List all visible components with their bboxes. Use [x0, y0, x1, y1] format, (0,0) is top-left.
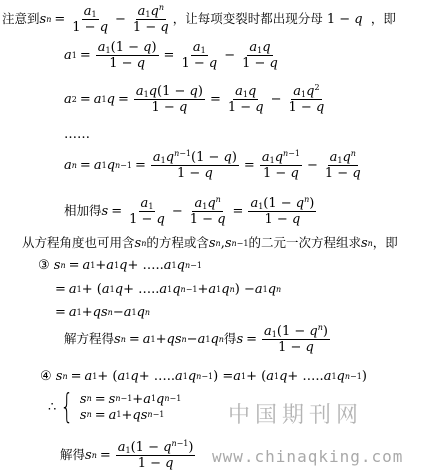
intro-tail: ，即 — [370, 11, 396, 27]
fraction: $\frac{a_1q^n}{1 - q}$ — [132, 3, 169, 35]
circled-3-marker: ③ — [38, 258, 50, 273]
intro-prefix: 注意到 — [2, 11, 40, 27]
method3-line2: = a 1 + ( a 1 q + ….. a 1 q n−1 + a 1 q n ) − a 1 q n — [55, 282, 282, 297]
equation-a1: a 1 = $\frac{a_1(1 - q)}{1 - q}$ = $\frac{a_1}{1 - q}$ − $\frac{a_1q}{1 - q}$ — [64, 40, 278, 71]
method4-line1: ④ s n = a 1 + ( a 1 q + ….. a 1 q n−1 ) = a 1 + ( a 1 q + ….. a 1 q n−1 ) — [40, 369, 367, 384]
watermark-chinese: 中国期刊网 — [228, 403, 364, 428]
method3-line3: = a 1 + qs n − a 1 q n — [55, 305, 151, 320]
watermark-url: www.chinaqking.com — [212, 447, 404, 466]
method3-line1: ③ s n = a 1 + a 1 q + ….. a 1 q n−1 — [38, 258, 202, 273]
intro-suffix: ，让每项变裂时都出现分母 — [172, 11, 323, 27]
equation-a2: a 2 = a 1 q = $\frac{a_1q(1 - q)}{1 - q}$ = $\frac{a_1q}{1 - q}$ − $\frac{a_1q^2}{1 - q}$ — [64, 83, 325, 115]
final-result: 解得 s n = $\frac{a_1(1 - q^{n-1})}{1 - q}$ — [60, 439, 194, 471]
method3-solve: 解方程得 s n = a 1 + qs n − a 1 q n 得 s = $\frac{a_1(1 - q^n)}{1 - q}$ — [64, 323, 328, 355]
sum-prefix: 相加得 — [64, 203, 102, 219]
circled-4-marker: ④ — [40, 369, 52, 384]
left-brace: { — [60, 387, 74, 427]
ellipsis: …… — [64, 127, 90, 142]
equation-sum: 相加得 s = $\frac{a_1}{1 - q}$ − $\frac{a_1q^n}{1 - q}$ = $\frac{a_1(1 - q^n)}{1 - q}$ — [64, 195, 315, 227]
equation-system: ∴ { s n = s n−1 + a 1 q n−1 s n = a 1 + qs n−1 — [48, 387, 182, 427]
therefore-symbol: ∴ — [48, 399, 57, 415]
intro-line: 注意到 s n = $\frac{a_1}{1 - q}$ − $\frac{a_1q^n}{1 - q}$ ，让每项变裂时都出现分母 1 − q ，即 — [2, 3, 396, 35]
fraction: $\frac{a_1}{1 - q}$ — [72, 4, 109, 35]
method-line: 从方程角度也可用含 s n 的方程或含 s n , s n−1 的二元一次方程组求 s n ，即 — [22, 235, 398, 251]
equation-an: a n = a 1 q n−1 = $\frac{a_1q^{n-1}(1 - q)}{1 - q}$ = $\frac{a_1q^{n-1}}{1 - q}$ − $\frac{a_1q^n}{1 - q}$ — [64, 149, 361, 181]
